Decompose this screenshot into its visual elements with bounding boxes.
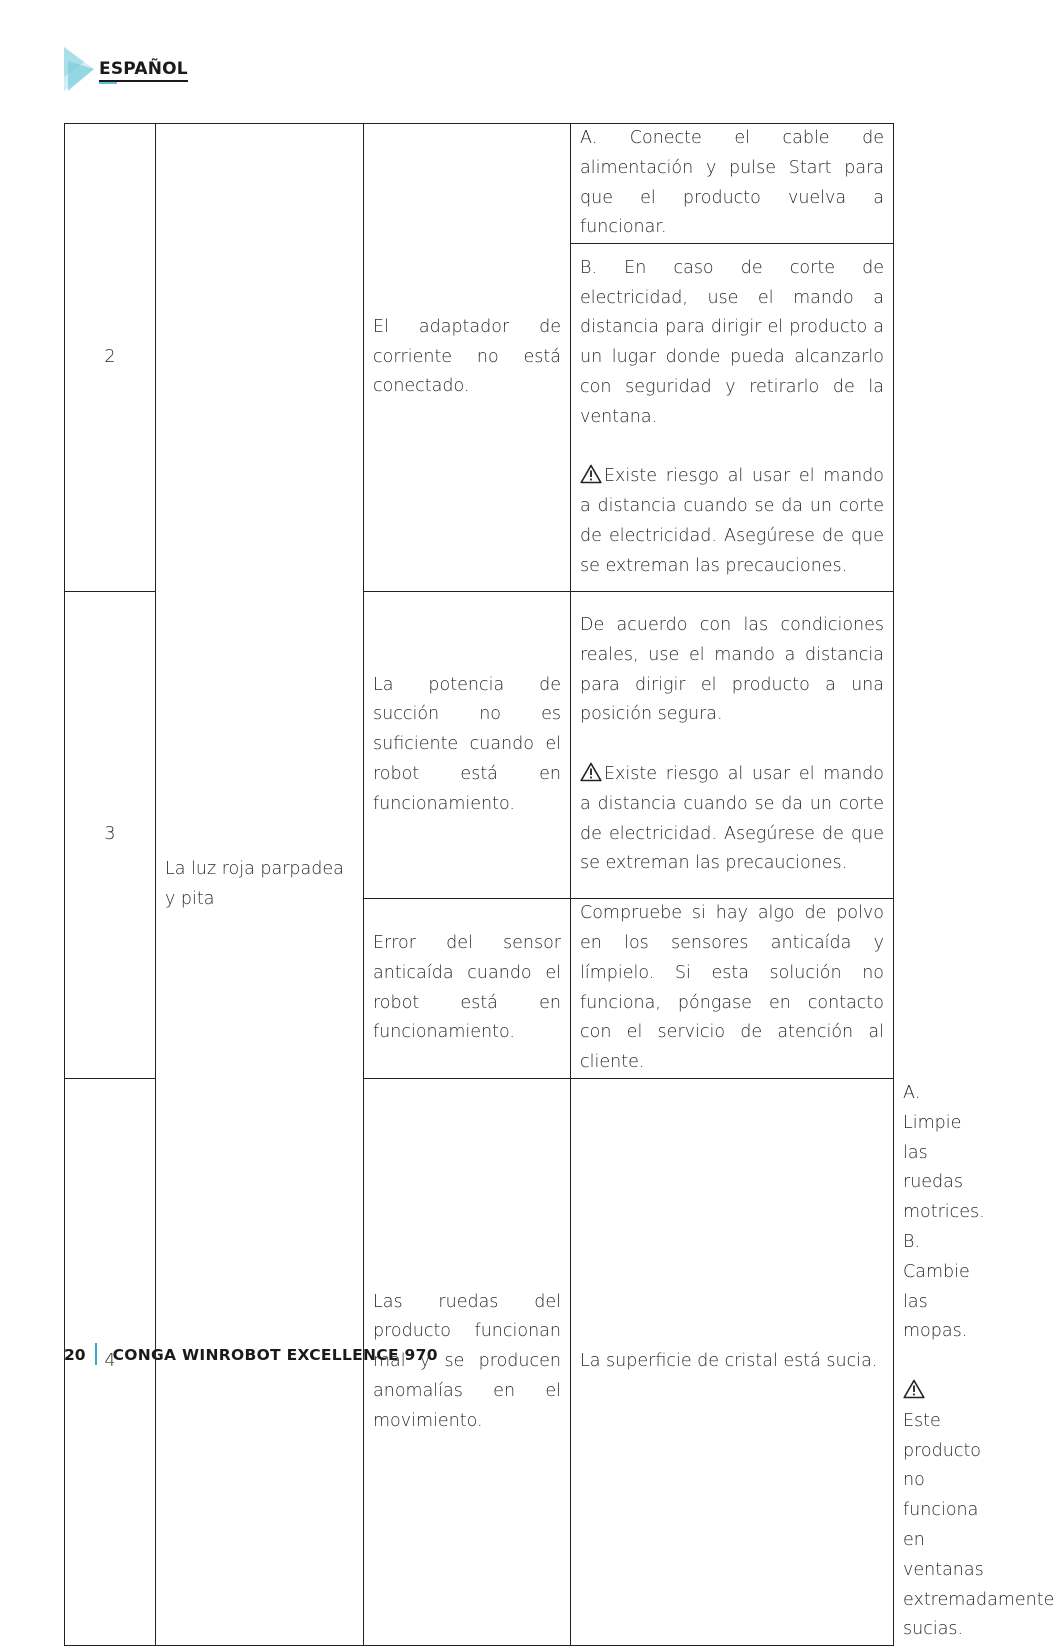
product-name: CONGA WINROBOT EXCELLENCE 970 — [112, 1346, 438, 1364]
cause-cell: La superficie de cristal está sucia. — [571, 1078, 894, 1645]
warning-icon — [903, 1379, 925, 1399]
footer-divider — [95, 1343, 97, 1365]
cause-cell: El adaptador de corriente no está conectado. — [364, 124, 571, 592]
table-row: 4 Las ruedas del producto funcionan mal y se producen anomalías en el movimiento. La superficie de cristal está sucia. A. Limpie las ruedas motrices. B. Cambie las mopas. Este producto no funciona en ventanas extremadamente sucias. — [65, 1078, 894, 1645]
cause-cell: Error del sensor anticaída cuando el robot está en funcionamiento. — [364, 899, 571, 1079]
warning-icon — [580, 464, 602, 484]
warning-icon — [580, 762, 602, 782]
table-row — [65, 124, 894, 244]
row-number: 4 — [65, 1078, 156, 1645]
warning-note — [580, 462, 884, 581]
solution-cell: A. Conecte el cable de alimentación y pulse Start para que el producto vuelva a funcionar. — [571, 124, 894, 244]
warning-text: Existe riesgo al usar el mando a distancia cuando se da un corte de electricidad. Asegúrese de que se extreman las precauciones. — [580, 764, 884, 874]
troubleshooting-table — [64, 123, 1054, 1646]
solution-cell — [571, 592, 894, 899]
row-number: 2 — [65, 124, 156, 592]
symptom-cell: Las ruedas del producto funcionan mal y se producen anomalías en el movimiento. — [364, 1078, 571, 1645]
symptom-cell: La luz roja parpadea y pita — [156, 124, 364, 1646]
solution-text: B. En caso de corte de electricidad, use el mando a distancia para dirigir el producto a un lugar donde pueda alcanzarlo con seguridad y retirarlo de la ventana. — [580, 257, 884, 427]
warning-text: Existe riesgo al usar el mando a distancia cuando se da un corte de electricidad. Asegúrese de que se extreman las precauciones. — [580, 466, 884, 576]
solution-cell: Compruebe si hay algo de polvo en los sensores anticaída y límpielo. Si esta solución no funciona, póngase en contacto con el servicio de atención al cliente. — [571, 899, 894, 1079]
brand-logo — [64, 47, 94, 91]
solution-text: De acuerdo con las condiciones reales, use el mando a distancia para dirigir el producto a una posición segura. — [580, 615, 884, 725]
warning-text: Este producto no funciona en ventanas extremadamente sucias. — [903, 1410, 1054, 1640]
language-accent-bar — [99, 82, 117, 84]
page-number: 20 — [64, 1346, 86, 1364]
page-footer — [64, 1343, 438, 1367]
warning-note — [580, 760, 884, 879]
cause-cell: La potencia de succión no es suficiente cuando el robot está en funcionamiento. — [364, 592, 571, 899]
solution-cell — [571, 244, 894, 592]
language-label: ESPAÑOL — [99, 58, 188, 82]
row-number: 3 — [65, 592, 156, 1079]
